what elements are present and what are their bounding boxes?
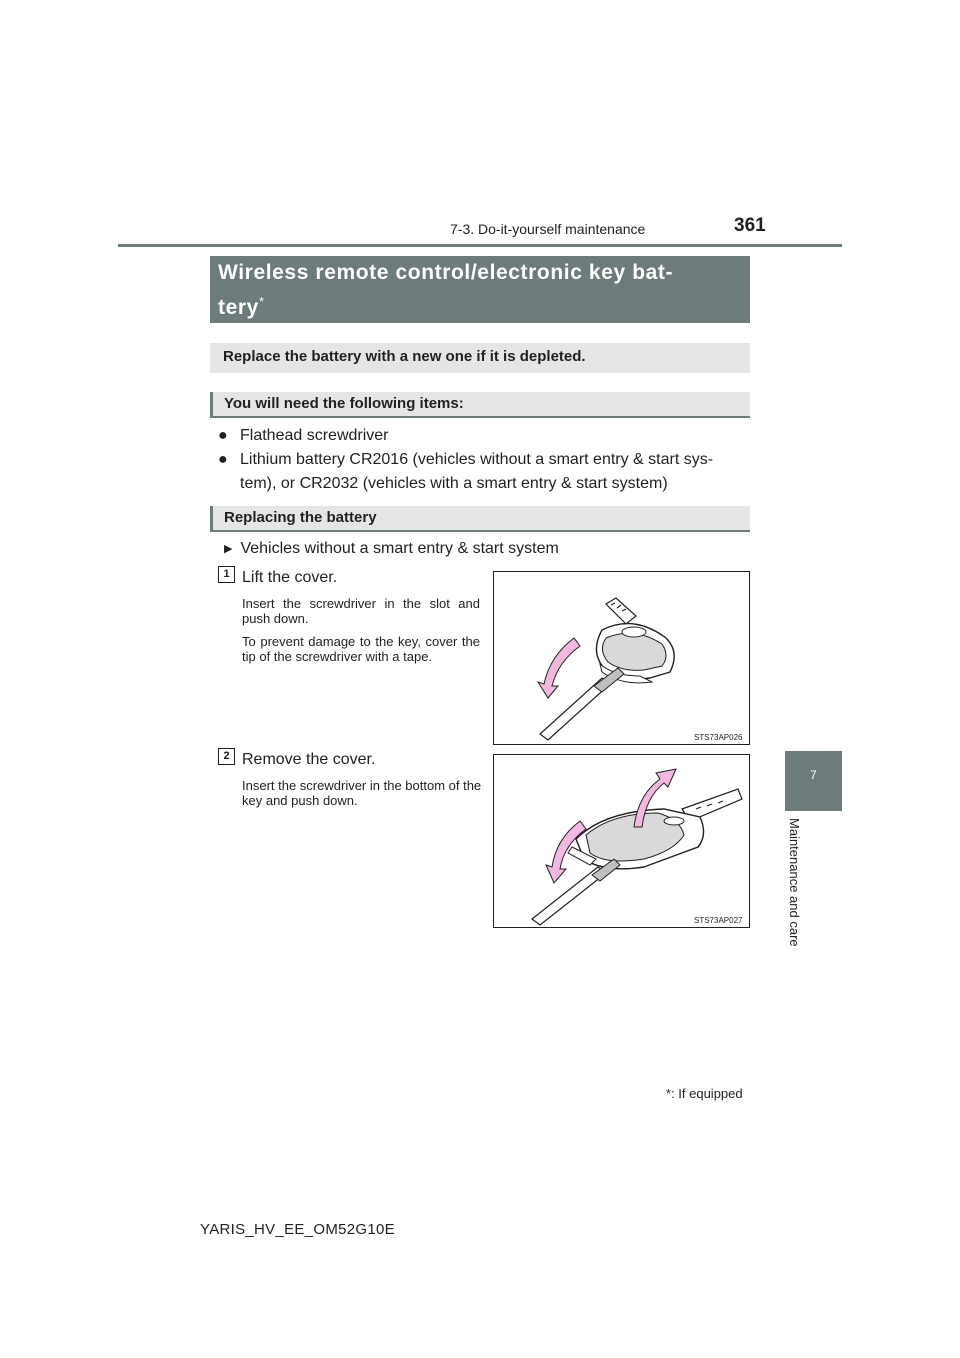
triangle-icon: ▶ [224, 543, 233, 555]
key-lift-illustration [494, 572, 749, 744]
variant-label: ▶ Vehicles without a smart entry & start system [224, 540, 559, 557]
chapter-number: 7 [810, 768, 817, 782]
page-title: Wireless remote control/electronic key bat- tery* [218, 261, 674, 319]
intro-box: Replace the battery with a new one if it is depleted. [210, 343, 750, 373]
items-heading: You will need the following items: [210, 392, 750, 418]
asterisk-icon: * [258, 294, 265, 309]
section-title: 7-3. Do-it-yourself maintenance [450, 221, 646, 237]
key-lift-cover-figure [493, 571, 750, 745]
document-code: YARIS_HV_EE_OM52G10E [200, 1221, 395, 1238]
step-number: 1 [218, 566, 235, 583]
key-remove-illustration [494, 755, 749, 927]
replacing-heading: Replacing the battery [210, 506, 750, 532]
page-number: 361 [734, 215, 766, 236]
bullet-icon: ● [218, 451, 228, 468]
key-remove-cover-figure [493, 754, 750, 928]
chapter-label: Maintenance and care [787, 818, 802, 947]
figure-code: STS73AP026 [694, 733, 743, 742]
list-item-continued: tem), or CR2032 (vehicles with a smart entry & start system) [240, 475, 668, 492]
bullet-icon: ● [218, 427, 228, 444]
step-note: Insert the screwdriver in the slot and push down. [242, 596, 480, 626]
step-title: Remove the cover. [242, 751, 376, 768]
step-note: Insert the screwdriver in the bottom of the key and push down. [242, 778, 482, 808]
step-note: To prevent damage to the key, cover the tip of the screwdriver with a tape. [242, 634, 480, 664]
list-item: ● Flathead screwdriver [218, 424, 748, 448]
list-item: ● Lithium battery CR2016 (vehicles without a smart entry & start sys- [218, 448, 758, 472]
footnote: *: If equipped [666, 1086, 743, 1101]
step-number: 2 [218, 748, 235, 765]
step-title: Lift the cover. [242, 569, 338, 586]
asterisk-icon: * [666, 1086, 672, 1101]
figure-code: STS73AP027 [694, 916, 743, 925]
header-rule [118, 244, 842, 247]
